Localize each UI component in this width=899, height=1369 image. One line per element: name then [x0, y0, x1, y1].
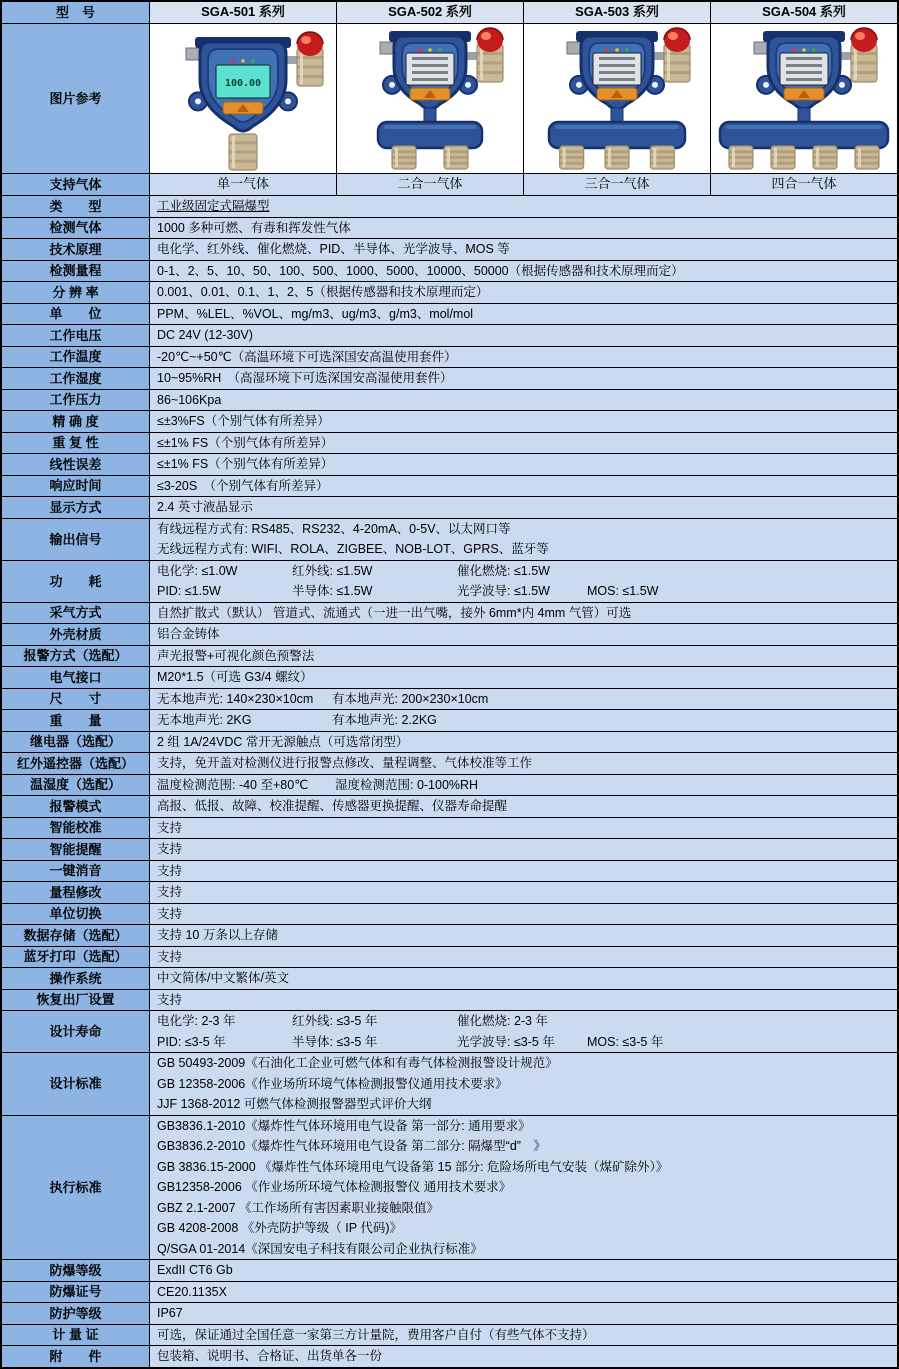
- spec-row-label: 一键消音: [2, 861, 150, 882]
- spec-row-label: 操作系统: [2, 968, 150, 989]
- spec-row: [2, 1325, 897, 1347]
- spec-value-line: GB 12358-2006《作业场所环境气体检测报警仪通用技术要求》: [157, 1076, 508, 1091]
- spec-row: [2, 497, 897, 519]
- spec-row-value: [150, 1303, 897, 1324]
- spec-row-value: [150, 1053, 897, 1115]
- spec-value-line: 0-1、2、5、10、50、100、500、1000、5000、10000、50000（根据传感器和技术原理而定）: [157, 263, 684, 278]
- spec-value-line: 电化学、红外线、催化燃烧、PID、半导体、光学波导、MOS 等: [157, 242, 510, 256]
- spec-row-label: 电气接口: [2, 667, 150, 688]
- spec-value-line: ExdII CT6 Gb: [157, 1263, 233, 1277]
- spec-row-label: 尺 寸: [2, 689, 150, 710]
- spec-row-label: 工作温度: [2, 347, 150, 368]
- spec-row-value: [150, 753, 897, 774]
- spec-value-segment: 无本地声光: 140×230×10cm: [157, 691, 314, 706]
- spec-row-value: [150, 818, 897, 839]
- spec-row-value: [150, 218, 897, 239]
- spec-row-label: 功 耗: [2, 561, 150, 602]
- spec-value-line: 支持: [157, 820, 183, 835]
- spec-row-label: 技术原理: [2, 239, 150, 260]
- spec-row: [2, 390, 897, 412]
- spec-value-segment: 半导体: ≤3-5 年: [292, 1034, 378, 1049]
- spec-row: [2, 325, 897, 347]
- spec-value-line: GBZ 2.1-2007 《工作场所有害因素职业接触限值》: [157, 1200, 439, 1215]
- spec-value-line: 铝合金铸体: [157, 627, 220, 641]
- spec-row-label: 计 量 证: [2, 1325, 150, 1346]
- spec-row-value: [150, 433, 897, 454]
- spec-value-line: GB 4208-2008 《外壳防护等级（ IP 代码)》: [157, 1221, 402, 1235]
- spec-value-line: 可选，保证通过全国任意一家第三方计量院，费用客户自付（有些气体不支持）: [157, 1327, 595, 1342]
- detector-image-3-sensor: [524, 24, 711, 173]
- svg-text:100.00: 100.00: [224, 77, 262, 89]
- spec-value-line: 支持: [157, 949, 183, 964]
- spec-value-line: [157, 1032, 897, 1053]
- spec-row: [2, 753, 897, 775]
- spec-value-line: JJF 1368-2012 可燃气体检测报警器型式评价大纲: [157, 1097, 432, 1111]
- spec-row: [2, 839, 897, 861]
- spec-row-label: 工作压力: [2, 390, 150, 411]
- spec-row-label: 类 型: [2, 196, 150, 217]
- spec-value-segment: 催化燃烧: 2-3 年: [457, 1014, 548, 1028]
- spec-row-value: [150, 775, 897, 796]
- spec-row-label: 采气方式: [2, 603, 150, 624]
- detector-image-1-sensor: [150, 24, 337, 173]
- spec-row-value: [150, 882, 897, 903]
- spec-row: [2, 796, 897, 818]
- spec-row: [2, 947, 897, 969]
- spec-value-line: [157, 710, 897, 731]
- spec-value-line: [157, 581, 897, 602]
- spec-row-label: 数据存储（选配）: [2, 925, 150, 946]
- spec-value-line: [157, 689, 897, 710]
- header-label: 型 号: [2, 2, 150, 23]
- spec-value-segment: 红外线: ≤3-5 年: [292, 1014, 378, 1028]
- spec-value-line: 支持: [157, 992, 183, 1007]
- spec-value-segment: 有本地声光: 2.2KG: [332, 713, 437, 727]
- gas-value-4in1: 四合一气体: [711, 174, 897, 195]
- spec-row: [2, 218, 897, 240]
- spec-value-line: IP67: [157, 1306, 183, 1320]
- spec-row: [2, 667, 897, 689]
- spec-value-line: [157, 1011, 897, 1032]
- model-header-sga-502: SGA-502 系列: [337, 2, 524, 23]
- spec-value-line: GB3836.2-2010《爆炸性气体环境用电气设备 第二部分: 隔爆型“d” 》: [157, 1139, 546, 1153]
- spec-value-line: [157, 775, 897, 796]
- spec-value-line: 支持: [157, 885, 183, 899]
- model-header-row: [2, 2, 897, 24]
- spec-row-value: [150, 1011, 897, 1052]
- spec-row-label: 分 辨 率: [2, 282, 150, 303]
- spec-value-segment: 电化学: 2-3 年: [157, 1014, 236, 1028]
- spec-value-line: 支持: [157, 863, 183, 878]
- spec-row: [2, 1346, 897, 1368]
- spec-row-label: 报警模式: [2, 796, 150, 817]
- spec-row-label: 单位切换: [2, 904, 150, 925]
- spec-row: [2, 732, 897, 754]
- spec-row-label: 量程修改: [2, 882, 150, 903]
- spec-row-label: 红外遥控器（选配）: [2, 753, 150, 774]
- spec-value-line: CE20.1135X: [157, 1284, 227, 1299]
- spec-row-value: [150, 667, 897, 688]
- spec-row: [2, 990, 897, 1012]
- spec-row-label: 输出信号: [2, 519, 150, 560]
- spec-row-value: [150, 1116, 897, 1260]
- spec-row: [2, 968, 897, 990]
- spec-row-label: 防爆证号: [2, 1282, 150, 1303]
- spec-row-label: 智能校准: [2, 818, 150, 839]
- spec-value-segment: MOS: ≤1.5W: [587, 584, 659, 598]
- spec-value-line: 2.4 英寸液晶显示: [157, 500, 253, 514]
- spec-value-segment: 催化燃烧: ≤1.5W: [457, 563, 550, 578]
- spec-value-link[interactable]: 工业级固定式隔爆型: [157, 199, 270, 213]
- gas-value-2in1: 二合一气体: [337, 174, 524, 195]
- spec-row-value: [150, 904, 897, 925]
- spec-row-label: 恢复出厂设置: [2, 990, 150, 1011]
- spec-value-line: PPM、%LEL、%VOL、mg/m3、ug/m3、g/m3、mol/mol: [157, 306, 474, 321]
- spec-row-label: 外壳材质: [2, 624, 150, 645]
- spec-row-label: 检测量程: [2, 261, 150, 282]
- spec-row-value: [150, 839, 897, 860]
- spec-row: [2, 818, 897, 840]
- gas-value-3in1: 三合一气体: [524, 174, 711, 195]
- image-row-label: 图片参考: [2, 24, 150, 173]
- spec-row-label: 单 位: [2, 304, 150, 325]
- gas-value-single: 单一气体: [150, 174, 337, 195]
- spec-row-value: [150, 732, 897, 753]
- spec-row-value: [150, 710, 897, 731]
- spec-row-label: 检测气体: [2, 218, 150, 239]
- spec-value-line: 10~95%RH （高湿环境下可选深国安高湿使用套件）: [157, 371, 453, 385]
- spec-row-label: 温湿度（选配）: [2, 775, 150, 796]
- spec-row: [2, 196, 897, 218]
- spec-value-segment: MOS: ≤3-5 年: [587, 1034, 664, 1049]
- spec-value-line: DC 24V (12-30V): [157, 328, 253, 342]
- spec-row-value: [150, 196, 897, 217]
- spec-row-value: [150, 476, 897, 497]
- spec-row: [2, 1116, 897, 1261]
- spec-row-value: [150, 1325, 897, 1346]
- spec-row-value: [150, 239, 897, 260]
- spec-value-segment: 光学波导: ≤3-5 年: [457, 1034, 555, 1049]
- spec-row: [2, 1053, 897, 1116]
- spec-row: [2, 519, 897, 561]
- spec-value-segment: PID: ≤3-5 年: [157, 1034, 226, 1049]
- spec-row-value: [150, 1260, 897, 1281]
- spec-row: [2, 411, 897, 433]
- spec-row-label: 显示方式: [2, 497, 150, 518]
- spec-rows-container: [2, 196, 897, 1368]
- spec-row-label: 精 确 度: [2, 411, 150, 432]
- spec-row-label: 工作电压: [2, 325, 150, 346]
- spec-value-segment: 有本地声光: 200×230×10cm: [332, 691, 489, 706]
- spec-row: [2, 368, 897, 390]
- spec-row-value: [150, 624, 897, 645]
- spec-row: [2, 1011, 897, 1053]
- spec-row: [2, 775, 897, 797]
- spec-value-line: GB 3836.15-2000 《爆炸性气体环境用电气设备第 15 部分: 危险场所电气安装（煤矿除外）》: [157, 1159, 669, 1174]
- spec-value-line: 支持，免开盖对检测仪进行报警点修改、量程调整、气体校准等工作: [157, 756, 533, 770]
- spec-row-label: 防护等级: [2, 1303, 150, 1324]
- spec-row-value: [150, 282, 897, 303]
- spec-value-line: 有线远程方式有: RS485、RS232、4-20mA、0-5V、以太网口等: [157, 521, 511, 536]
- spec-row-value: [150, 411, 897, 432]
- spec-row-value: [150, 261, 897, 282]
- spec-row-label: 报警方式（选配）: [2, 646, 150, 667]
- spec-value-line: [157, 561, 897, 582]
- spec-row: [2, 861, 897, 883]
- spec-value-line: 2 组 1A/24VDC 常开无源触点（可选常闭型）: [157, 734, 409, 749]
- spec-value-line: 86~106Kpa: [157, 392, 222, 407]
- spec-value-segment: 光学波导: ≤1.5W: [457, 584, 550, 598]
- spec-row-value: [150, 947, 897, 968]
- detector-image-2-sensor: [337, 24, 524, 173]
- spec-row-label: 防爆等级: [2, 1260, 150, 1281]
- spec-row-value: [150, 1346, 897, 1367]
- spec-row-value: [150, 561, 897, 602]
- spec-value-line: 中文简体/中文繁体/英文: [157, 971, 289, 985]
- product-image-row: [2, 24, 897, 174]
- spec-row: [2, 1303, 897, 1325]
- spec-row-value: [150, 968, 897, 989]
- spec-row-label: 设计标准: [2, 1053, 150, 1115]
- spec-value-line: GB 50493-2009《石油化工企业可燃气体和有毒气体检测报警设计规范》: [157, 1056, 558, 1070]
- spec-value-segment: 电化学: ≤1.0W: [157, 563, 238, 578]
- spec-value-line: M20*1.5（可选 G3/4 螺纹）: [157, 670, 313, 684]
- detector-image-4-sensor: [711, 24, 897, 173]
- spec-row-label: 响应时间: [2, 476, 150, 497]
- spec-row: [2, 882, 897, 904]
- spec-value-line: 包装箱、说明书、合格证、出货单各一份: [157, 1349, 383, 1363]
- spec-row: [2, 476, 897, 498]
- spec-row-label: 设计寿命: [2, 1011, 150, 1052]
- spec-row: [2, 239, 897, 261]
- spec-value-line: 自然扩散式（默认） 管道式、流通式（一进一出气嘴，接外 6mm*内 4mm 气管）可选: [157, 605, 632, 620]
- spec-row-label: 智能提醒: [2, 839, 150, 860]
- spec-value-line: 支持: [157, 906, 183, 921]
- spec-row-value: [150, 454, 897, 475]
- spec-value-segment: 半导体: ≤1.5W: [292, 584, 373, 598]
- spec-value-line: -20℃~+50℃（高温环境下可选深国安高温使用套件）: [157, 349, 457, 364]
- spec-row-value: [150, 1282, 897, 1303]
- spec-row: [2, 282, 897, 304]
- spec-row-label: 附 件: [2, 1346, 150, 1367]
- spec-value-segment: 湿度检测范围: 0-100%RH: [335, 777, 479, 792]
- spec-value-line: 0.001、0.01、0.1、1、2、5（根据传感器和技术原理而定）: [157, 285, 489, 299]
- supported-gas-row: [2, 174, 897, 196]
- spec-value-line: 高报、低报、故障、校准提醒、传感器更换提醒、仪器寿命提醒: [157, 799, 508, 813]
- spec-row: [2, 261, 897, 283]
- spec-row: [2, 347, 897, 369]
- spec-row-label: 执行标准: [2, 1116, 150, 1260]
- spec-value-line: ≤±1% FS（个别气体有所差异）: [157, 435, 334, 450]
- spec-value-line: 支持 10 万条以上存储: [157, 928, 278, 942]
- spec-row-value: [150, 368, 897, 389]
- spec-row: [2, 561, 897, 603]
- model-header-sga-504: SGA-504 系列: [711, 2, 897, 23]
- spec-row: [2, 710, 897, 732]
- spec-row: [2, 904, 897, 926]
- spec-row: [2, 1282, 897, 1304]
- spec-value-line: 声光报警+可视化颜色预警法: [157, 648, 315, 663]
- spec-row: [2, 603, 897, 625]
- spec-value-line: GB12358-2006 《作业场所环境气体检测报警仪 通用技术要求》: [157, 1180, 512, 1194]
- spec-value-line: 无线远程方式有: WIFI、ROLA、ZIGBEE、NOB-LOT、GPRS、蓝牙等: [157, 542, 549, 556]
- spec-row: [2, 624, 897, 646]
- spec-row: [2, 433, 897, 455]
- spec-value-line: GB3836.1-2010《爆炸性气体环境用电气设备 第一部分: 通用要求》: [157, 1118, 531, 1133]
- spec-row-value: [150, 861, 897, 882]
- spec-row-value: [150, 497, 897, 518]
- spec-row: [2, 1260, 897, 1282]
- spec-row-value: [150, 347, 897, 368]
- model-header-sga-501: SGA-501 系列: [150, 2, 337, 23]
- spec-row: [2, 646, 897, 668]
- spec-row-value: [150, 304, 897, 325]
- spec-row-value: [150, 519, 897, 560]
- spec-value-segment: 温度检测范围: -40 至+80℃: [157, 777, 309, 792]
- spec-row: [2, 304, 897, 326]
- spec-row: [2, 925, 897, 947]
- spec-row-value: [150, 925, 897, 946]
- spec-row-label: 重 量: [2, 710, 150, 731]
- spec-row-value: [150, 390, 897, 411]
- gas-row-label: 支持气体: [2, 174, 150, 195]
- spec-row: [2, 454, 897, 476]
- spec-row-label: 重 复 性: [2, 433, 150, 454]
- spec-value-segment: PID: ≤1.5W: [157, 584, 221, 598]
- spec-value-line: 1000 多种可燃、有毒和挥发性气体: [157, 220, 351, 235]
- spec-value-line: 支持: [157, 842, 183, 856]
- spec-row-label: 线性误差: [2, 454, 150, 475]
- spec-row-label: 继电器（选配）: [2, 732, 150, 753]
- spec-row-value: [150, 603, 897, 624]
- spec-row-value: [150, 689, 897, 710]
- spec-row-value: [150, 796, 897, 817]
- spec-row-value: [150, 646, 897, 667]
- spec-value-segment: 红外线: ≤1.5W: [292, 563, 373, 578]
- model-header-sga-503: SGA-503 系列: [524, 2, 711, 23]
- spec-value-segment: 无本地声光: 2KG: [157, 713, 252, 727]
- spec-row-value: [150, 990, 897, 1011]
- spec-value-line: ≤3-20S （个别气体有所差异）: [157, 478, 329, 493]
- spec-value-line: Q/SGA 01-2014《深国安电子科技有限公司企业执行标准》: [157, 1241, 483, 1256]
- spec-row-label: 蓝牙打印（选配）: [2, 947, 150, 968]
- spec-row: [2, 689, 897, 711]
- spec-value-line: ≤±3%FS（个别气体有所差异）: [157, 414, 330, 428]
- spec-row-label: 工作湿度: [2, 368, 150, 389]
- spec-row-value: [150, 325, 897, 346]
- spec-value-line: ≤±1% FS（个别气体有所差异）: [157, 457, 334, 471]
